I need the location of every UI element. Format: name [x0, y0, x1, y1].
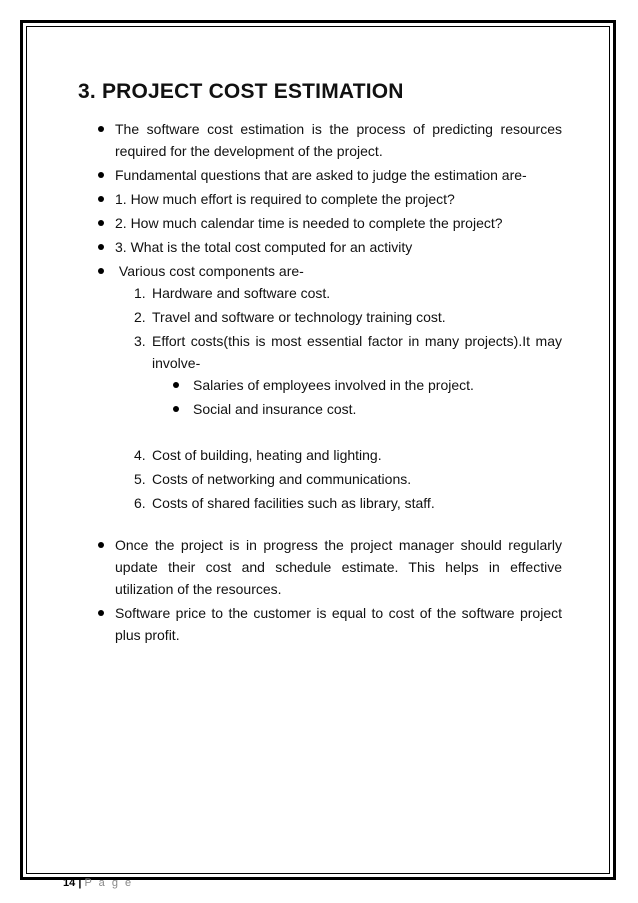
bullet-icon: [98, 610, 104, 616]
bullet-icon: [98, 126, 104, 132]
spacer: [115, 422, 562, 444]
list-item: [78, 212, 562, 234]
list-item: [171, 374, 562, 396]
list-item-text: Social and insurance cost.: [193, 401, 357, 417]
numbered-item: [134, 492, 562, 514]
item-number: 1.: [134, 285, 146, 301]
numbered-item-text: Effort costs(this is most essential factor in many projects).It may involve-: [152, 333, 562, 371]
numbered-item: [134, 468, 562, 490]
list-item-text: Once the project is in progress the project manager should regularly update their cost and schedule estimate. This helps in effective utilization of the resources.: [115, 537, 562, 597]
list-item-text: 2. How much calendar time is needed to complete the project?: [115, 215, 503, 231]
bullet-list-top: [78, 118, 562, 514]
spacer: [78, 516, 562, 534]
list-item-text: Salaries of employees involved in the project.: [193, 377, 474, 393]
page-number: 14: [63, 877, 76, 889]
bullet-icon: [173, 382, 179, 388]
effort-costs-list: [171, 374, 562, 420]
list-item: [78, 236, 562, 258]
footer-separator: |: [78, 877, 82, 889]
item-number: 3.: [134, 333, 146, 349]
numbered-item: [134, 444, 562, 466]
list-item: [78, 188, 562, 210]
section-title: 3. PROJECT COST ESTIMATION: [78, 80, 404, 103]
numbered-item: [134, 330, 562, 420]
list-item-text: Fundamental questions that are asked to judge the estimation are-: [115, 167, 527, 183]
list-item-text: 1. How much effort is required to complete the project?: [115, 191, 455, 207]
numbered-item-text: Costs of networking and communications.: [152, 471, 412, 487]
list-item-text: The software cost estimation is the process of predicting resources required for the development of the project.: [115, 121, 562, 159]
cost-components-list: [134, 282, 562, 420]
bullet-icon: [173, 406, 179, 412]
list-item: [78, 118, 562, 162]
numbered-item-text: Hardware and software cost.: [152, 285, 331, 301]
numbered-item-text: Travel and software or technology training cost.: [152, 309, 446, 325]
bullet-icon: [98, 244, 104, 250]
numbered-item: [134, 306, 562, 328]
page-content: [78, 80, 562, 648]
list-item: [78, 260, 562, 514]
bullet-icon: [98, 268, 104, 274]
bullet-icon: [98, 220, 104, 226]
list-item-text: 3. What is the total cost computed for an activity: [115, 239, 413, 255]
bullet-icon: [98, 542, 104, 548]
list-item-text: Various cost components are-: [115, 263, 304, 279]
list-item: [171, 398, 562, 420]
list-item: [78, 534, 562, 600]
list-item: [78, 602, 562, 646]
numbered-item-text: Costs of shared facilities such as library, staff.: [152, 495, 435, 511]
numbered-item-text: Cost of building, heating and lighting.: [152, 447, 382, 463]
list-item: [78, 164, 562, 186]
bullet-list-bottom: [78, 534, 562, 646]
bullet-icon: [98, 172, 104, 178]
bullet-icon: [98, 196, 104, 202]
item-number: 2.: [134, 309, 146, 325]
page-footer: [63, 877, 133, 889]
item-number: 5.: [134, 471, 146, 487]
item-number: 4.: [134, 447, 146, 463]
page-label: P a g e: [84, 877, 134, 889]
numbered-item: [134, 282, 562, 304]
cost-components-list-continued: [134, 444, 562, 514]
list-item-text: Software price to the customer is equal to cost of the software project plus profit.: [115, 605, 562, 643]
item-number: 6.: [134, 495, 146, 511]
